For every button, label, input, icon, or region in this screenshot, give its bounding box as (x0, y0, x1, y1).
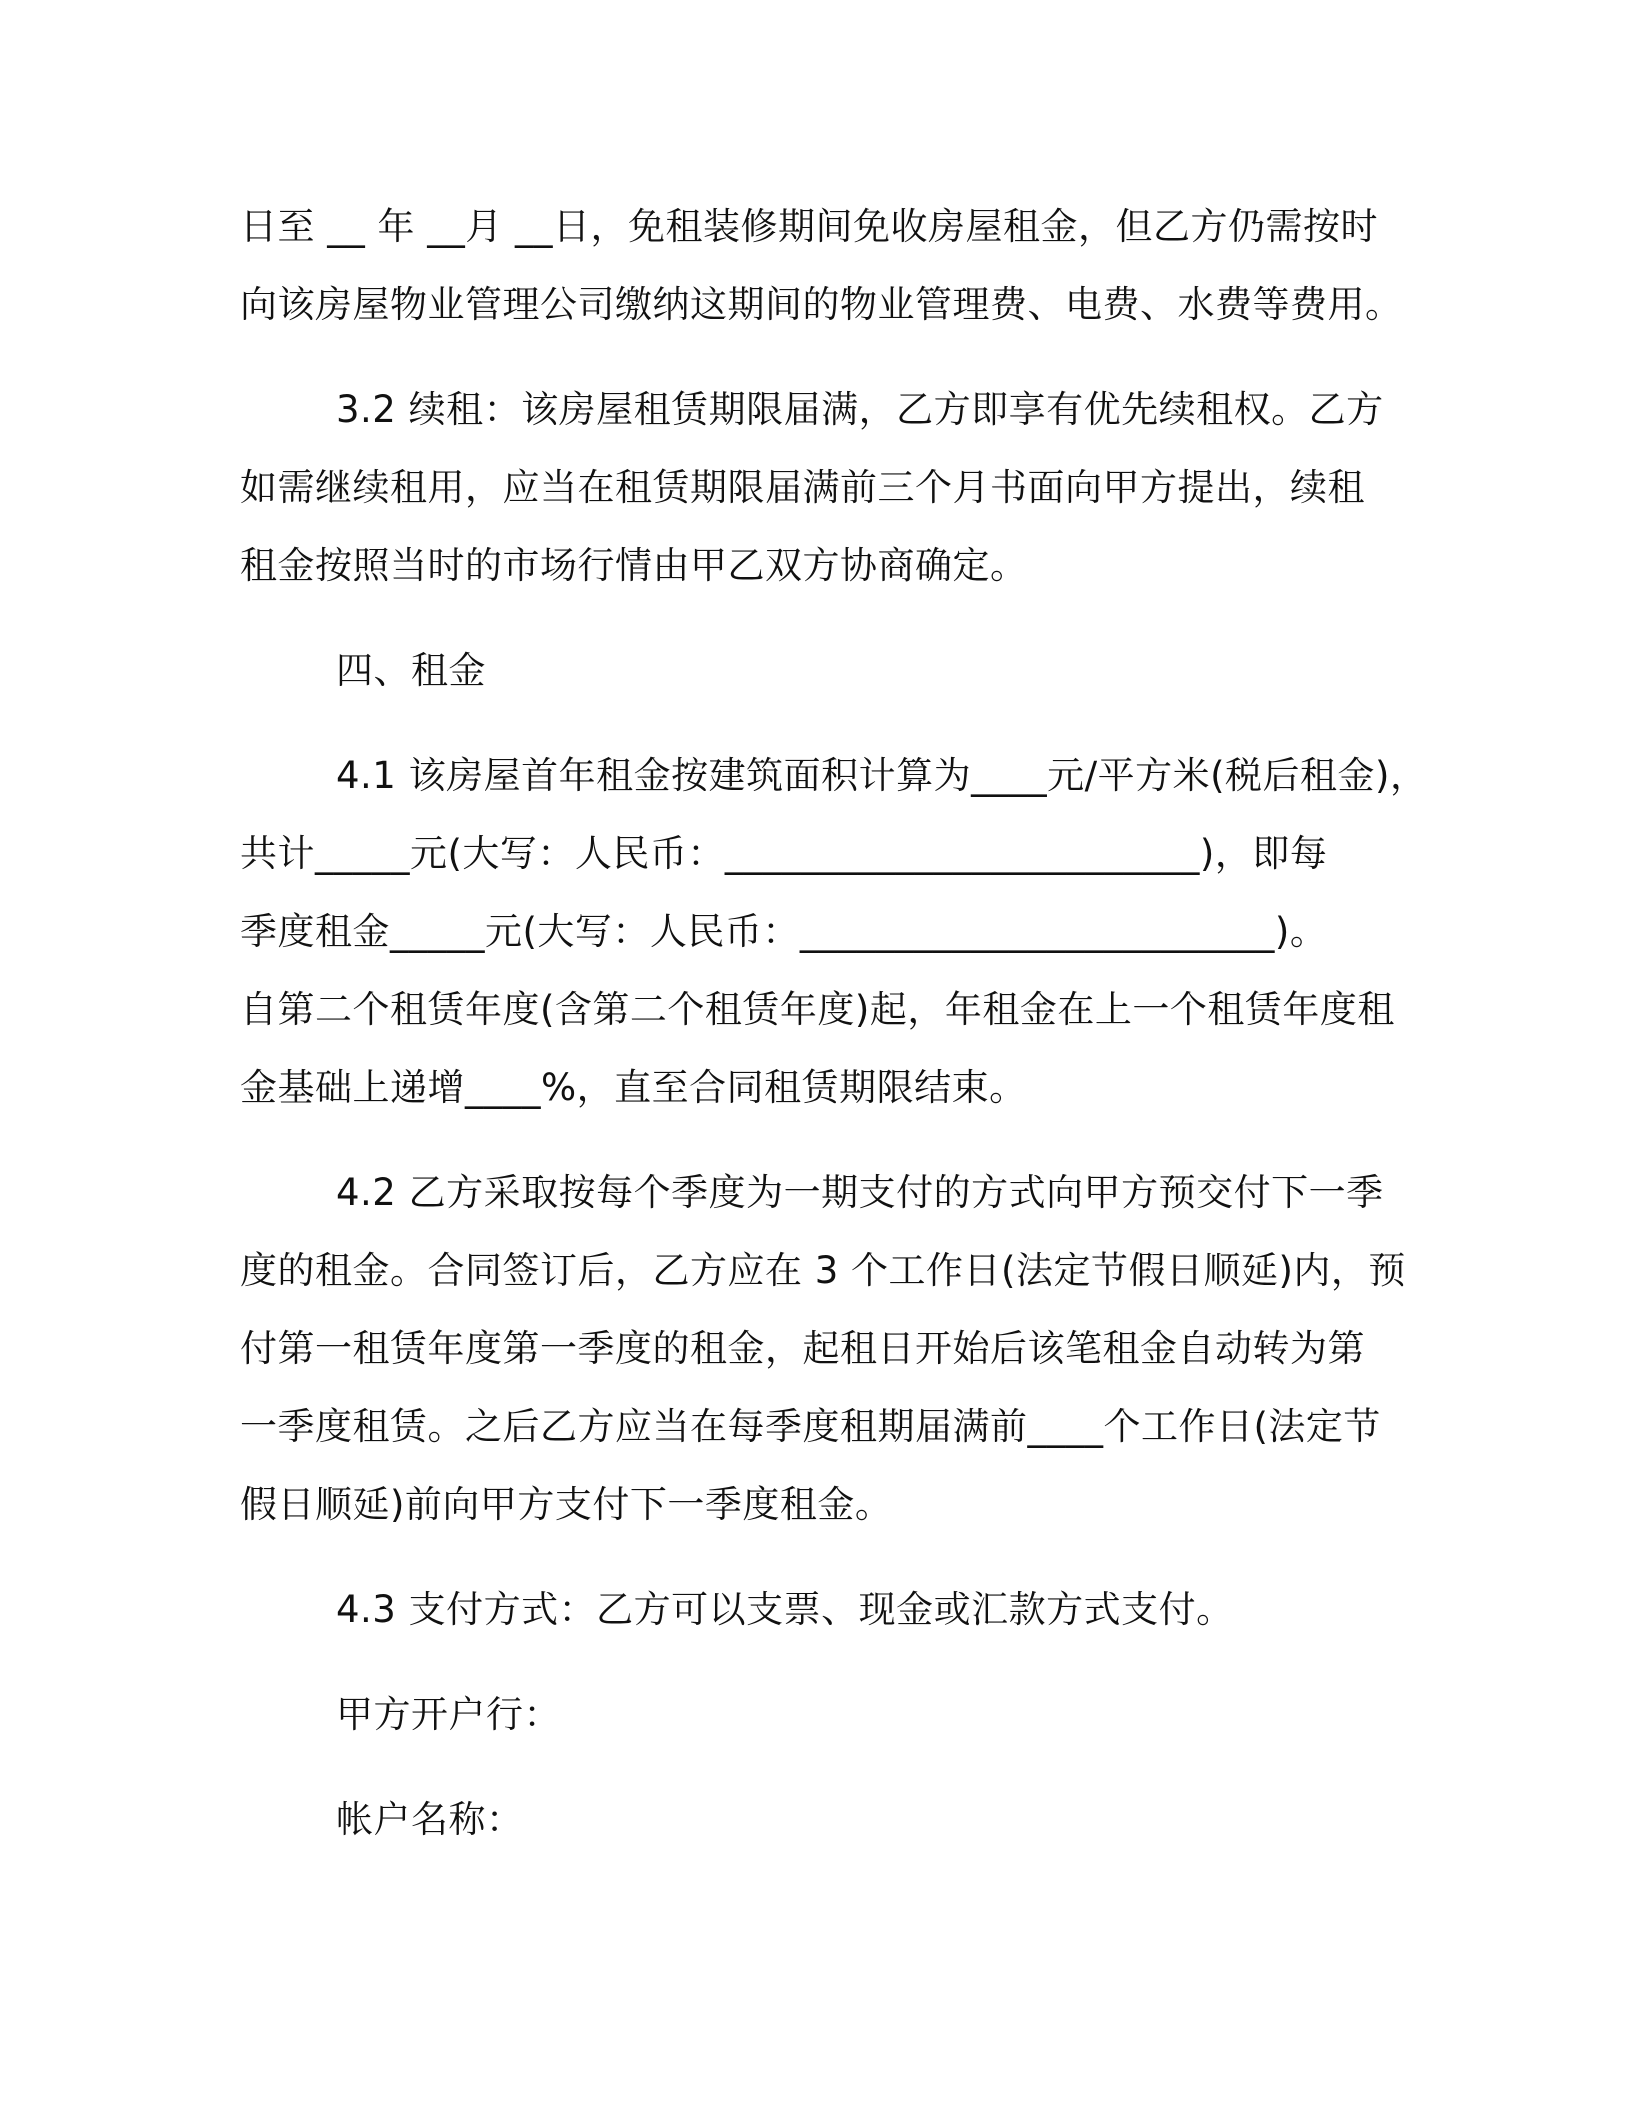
paragraph-payment-method (240, 1571, 1410, 1649)
paragraph-payment-schedule (240, 1154, 1410, 1544)
field-party-a-bank (240, 1676, 1410, 1754)
text-line: 金基础上递增____%，直至合同租赁期限结束。 (240, 1066, 1027, 1109)
text-line: 3.2 续租：该房屋租赁期限届满，乙方即享有优先续租权。乙方 (336, 388, 1384, 431)
text-line: 一季度租赁。之后乙方应当在每季度租期届满前____个工作日(法定节 (240, 1405, 1381, 1448)
text-line: 日至 __ 年 __月 __日，免租装修期间免收房屋租金，但乙方仍需按时 (240, 205, 1379, 248)
field-label: 帐户名称： (336, 1798, 524, 1841)
field-account-name (240, 1781, 1410, 1859)
paragraph-rent-amount (240, 737, 1428, 1127)
text-line: 4.3 支付方式：乙方可以支票、现金或汇款方式支付。 (336, 1588, 1234, 1631)
text-line: 向该房屋物业管理公司缴纳这期间的物业管理费、电费、水费等费用。 (240, 283, 1403, 326)
text-line: 季度租金_____元(大写：人民币：_________________________)。 (240, 910, 1328, 953)
paragraph-renewal (240, 371, 1410, 605)
field-label: 甲方开户行： (336, 1693, 561, 1736)
text-line: 如需继续租用，应当在租赁期限届满前三个月书面向甲方提出，续租 (240, 466, 1365, 509)
paragraph-rent-free-period (240, 188, 1410, 344)
text-line: 自第二个租赁年度(含第二个租赁年度)起，年租金在上一个租赁年度租 (240, 988, 1395, 1031)
text-line: 共计_____元(大写：人民币：_________________________)，即每 (240, 832, 1328, 875)
document-body (240, 188, 1428, 1886)
text-line: 4.1 该房屋首年租金按建筑面积计算为____元/平方米(税后租金)， (336, 754, 1428, 797)
text-line: 付第一租赁年度第一季度的租金，起租日开始后该笔租金自动转为第 (240, 1327, 1365, 1370)
text-line: 度的租金。合同签订后，乙方应在 3 个工作日(法定节假日顺延)内，预 (240, 1249, 1406, 1292)
text-line: 租金按照当时的市场行情由甲乙双方协商确定。 (240, 544, 1028, 587)
section-heading: 四、租金 (336, 649, 486, 692)
text-line: 4.2 乙方采取按每个季度为一期支付的方式向甲方预交付下一季 (336, 1171, 1384, 1214)
section-heading-rent (240, 632, 1410, 710)
text-line: 假日顺延)前向甲方支付下一季度租金。 (240, 1483, 893, 1526)
